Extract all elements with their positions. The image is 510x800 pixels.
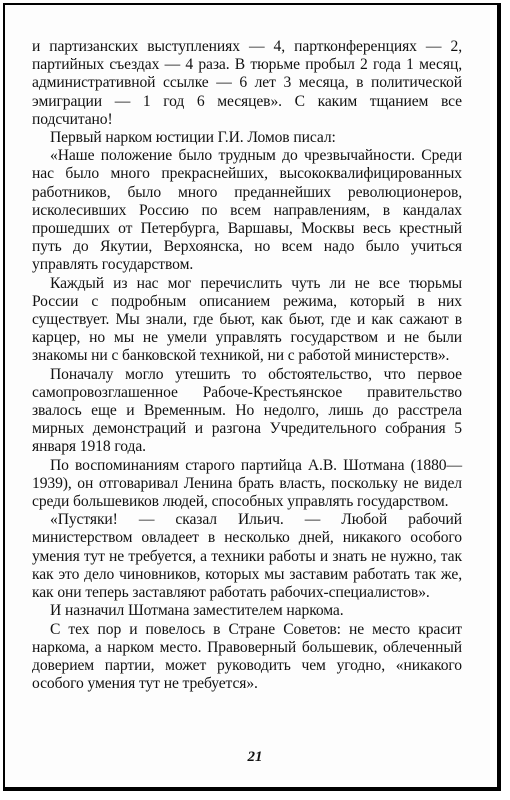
- paragraph-4: Каждый из нас мог перечислить чуть ли не все тюрьмы России с подробным описанием режима, который в них существует. Мы знали, где бьют, как бьют, где и как сажают в карцер, но мы не умели управлять государством и не были знакомы ни с банковской техникой, ни с работой министерств».: [32, 274, 462, 365]
- paragraph-7: «Пустяки! — сказал Ильич. — Любой рабочий министерством овладеет в несколько дней, никакого особого умения тут не требуется, а техники работы и знать не нужно, так как это дело чиновников, которых мы заставим работать так же, как они теперь заставляют работать рабочих-специалистов».: [32, 511, 462, 602]
- paragraph-1: и партизанских выступлениях — 4, партконференциях — 2, партийных съездах — 4 раза. В тюрьме пробыл 2 года 1 месяц, административной ссылке — 6 лет 3 месяца, в политической эмиграции — 1 год 6 месяцев». С каким тщанием все подсчитано!: [32, 38, 462, 128]
- page-body: [32, 38, 462, 693]
- page-number: 21: [247, 749, 263, 765]
- paragraph-3: «Наше положение было трудным до чрезвычайности. Среди нас было много прекраснейших, высококвалифицированных работников, было много преданнейших революционеров, исколесивших Россию по всем направлениям, в кандалах прошедших от Петербурга, Варшавы, Москвы весь крестный путь до Якутии, Верхоянска, но всем надо было учиться управлять государством.: [32, 147, 462, 274]
- paragraph-2: Первый нарком юстиции Г.И. Ломов писал:: [50, 129, 336, 147]
- paragraph-6: По воспоминаниям старого партийца А.В. Шотмана (1880—1939), он отговаривал Ленина брать власть, поскольку не видел среди большевиков людей, способных управлять государством.: [32, 456, 462, 511]
- paragraph-8: И назначил Шотмана заместителем наркома.: [50, 602, 344, 620]
- paragraph-5: Поначалу могло утешить то обстоятельство, что первое самопровозглашенное Рабоче-Крестьянское правительство звалось еще и Временным. Но недолго, лишь до расстрела мирных демонстраций и разгона Учредительного собрания 5 января 1918 года.: [32, 365, 462, 456]
- paragraph-9: С тех пор и повелось в Стране Советов: не место красит наркома, а нарком место. Правоверный большевик, облеченный доверием партии, может руководить чем угодно, «никакого особого умения тут не требуется».: [32, 620, 462, 693]
